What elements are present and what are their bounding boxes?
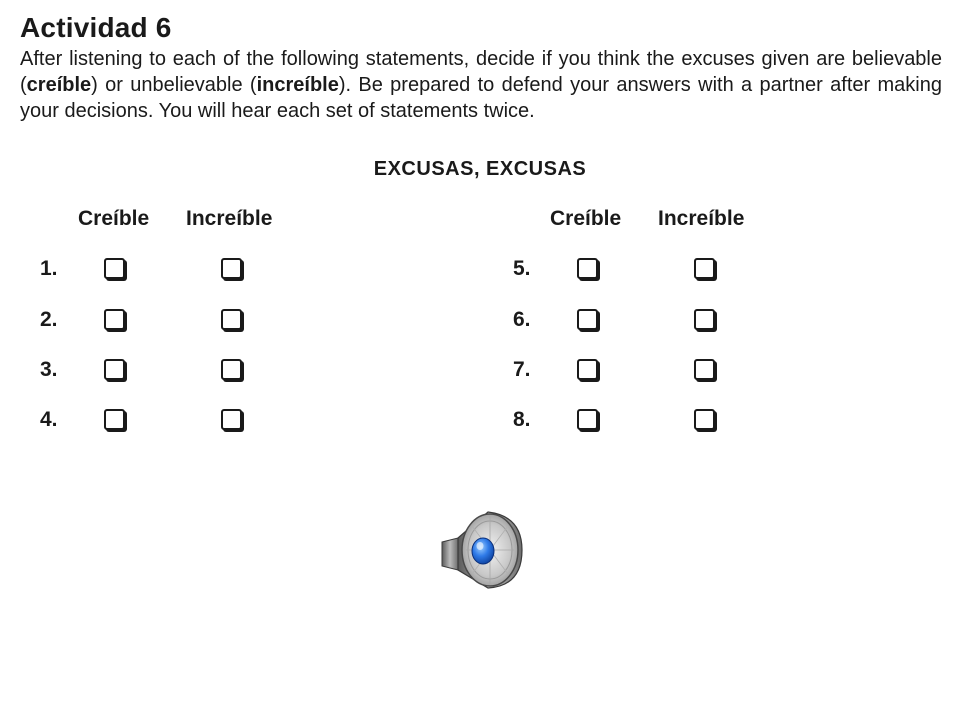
checkbox-7-credible[interactable] — [577, 359, 598, 380]
item-number-8: 8. — [513, 408, 531, 431]
item-number-4: 4. — [40, 408, 58, 431]
column-header-credible-left: Creíble — [78, 207, 150, 230]
section-heading: EXCUSAS, EXCUSAS — [373, 158, 587, 180]
checkbox-7-incredible[interactable] — [694, 359, 715, 380]
checkbox-5-credible[interactable] — [577, 258, 598, 279]
checkbox-4-credible[interactable] — [104, 409, 125, 430]
item-number-5: 5. — [513, 257, 531, 280]
item-number-1: 1. — [40, 257, 58, 280]
checkbox-2-incredible[interactable] — [221, 309, 242, 330]
item-number-3: 3. — [40, 358, 58, 381]
checkbox-3-incredible[interactable] — [221, 359, 242, 380]
activity-title: Actividad 6 — [20, 12, 172, 43]
checkbox-6-credible[interactable] — [577, 309, 598, 330]
item-number-6: 6. — [513, 308, 531, 331]
speaker-icon[interactable] — [436, 508, 526, 592]
instructions: After listening to each of the following statements, decide if you think the excuses given are believable (creíble) or unbelievable (increíble). Be prepared to defend your answers with a partner after making your decisions. You will hear each set of statements twice. — [20, 48, 942, 122]
checkbox-1-credible[interactable] — [104, 258, 125, 279]
column-header-credible-right: Creíble — [550, 207, 622, 230]
checkbox-6-incredible[interactable] — [694, 309, 715, 330]
checkbox-1-incredible[interactable] — [221, 258, 242, 279]
checkbox-4-incredible[interactable] — [221, 409, 242, 430]
checkbox-5-incredible[interactable] — [694, 258, 715, 279]
checkbox-8-incredible[interactable] — [694, 409, 715, 430]
checkbox-3-credible[interactable] — [104, 359, 125, 380]
checkbox-8-credible[interactable] — [577, 409, 598, 430]
checkbox-2-credible[interactable] — [104, 309, 125, 330]
column-header-incredible-right: Increíble — [658, 207, 745, 230]
column-header-incredible-left: Increíble — [186, 207, 273, 230]
item-number-2: 2. — [40, 308, 58, 331]
item-number-7: 7. — [513, 358, 531, 381]
